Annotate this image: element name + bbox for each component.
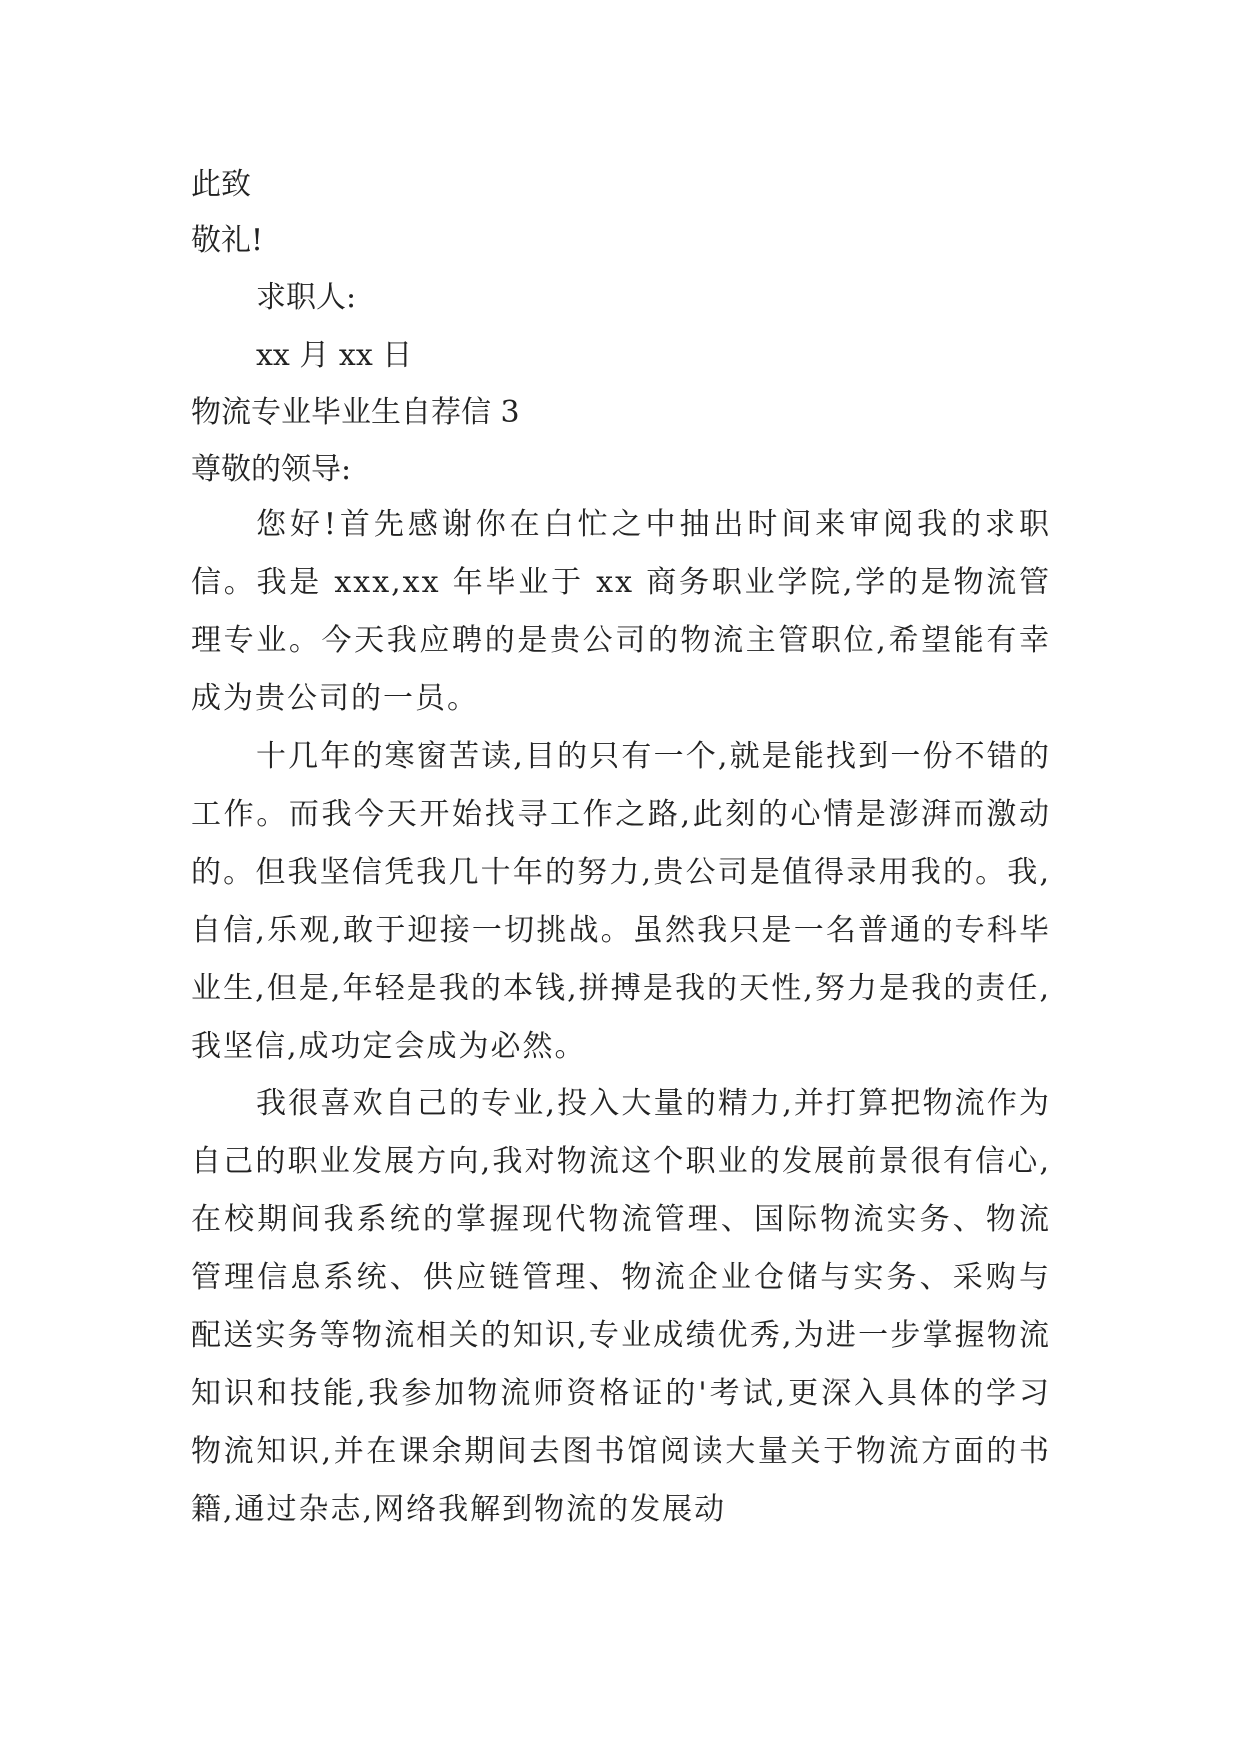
salutation: 尊敬的领导: [191, 452, 352, 487]
letter-title: 物流专业毕业生自荐信 3 [191, 395, 520, 430]
closing-line-1: 此致 [191, 167, 251, 202]
date-line: xx 月 xx 日 [256, 338, 413, 373]
paragraph-3: 我很喜欢自己的专业,投入大量的精力,并打算把物流作为自己的职业发展方向,我对物流这个职业的发展前景很有信心,在校期间我系统的掌握现代物流管理、国际物流实务、物流管理信息系统、供应链管理、物流企业仓储与实务、采购与配送实务等物流相关的知识,专业成绩优秀,为进一步掌握物流知识和技能,我参加物流师资格证的'考试,更深入具体的学习物流知识,并在课余期间去图书馆阅读大量关于物流方面的书籍,通过杂志,网络我解到物流的发展动 [191, 1086, 1051, 1527]
signer-label: 求职人: [256, 280, 357, 315]
paragraph-2: 十几年的寒窗苦读,目的只有一个,就是能找到一份不错的工作。而我今天开始找寻工作之路,此刻的心情是澎湃而激动的。但我坚信凭我几十年的努力,贵公司是值得录用我的。我,自信,乐观,敢于迎接一切挑战。虽然我只是一名普通的专科毕业生,但是,年轻是我的本钱,拼搏是我的天性,努力是我的责任,我坚信,成功定会成为必然。 [191, 739, 1051, 1064]
closing-line-2: 敬礼! [191, 223, 264, 258]
paragraph-1: 您好!首先感谢你在白忙之中抽出时间来审阅我的求职信。我是 xxx,xx 年毕业于 xx 商务职业学院,学的是物流管理专业。今天我应聘的是贵公司的物流主管职位,希望能有幸成为贵公司的一员。 [191, 507, 1051, 716]
